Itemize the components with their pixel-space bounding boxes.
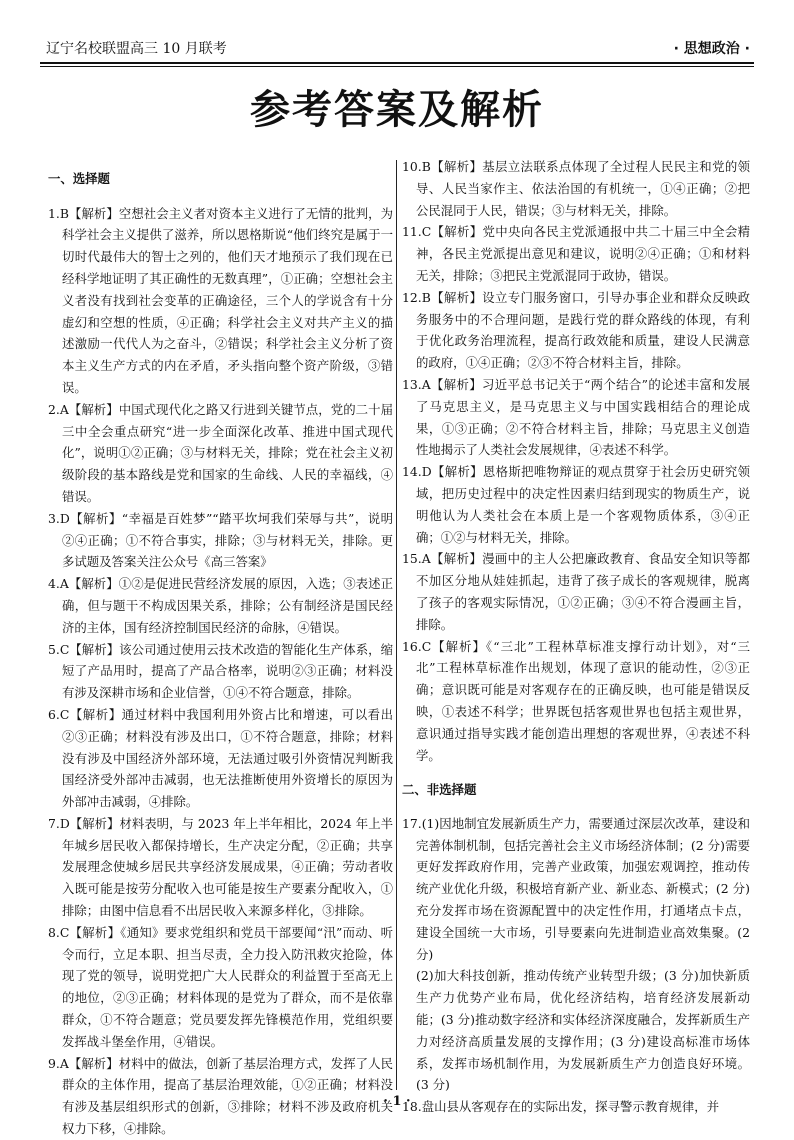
answer-item-18: 18.盘山县从客观存在的实际出发，探寻警示教育规律，并: [402, 1099, 720, 1115]
answer-item-4: 4.A【解析】①②是促进民营经济发展的原因，入选；③表述正确，但与题干不构成因果关系，排除；公有制经济是国民经济的主体，国有经济控制国民经济的命脉，④错误。: [48, 576, 393, 635]
answer-item-12: 12.B【解析】设立专门服务窗口，引导办事企业和群众反映政务服务中的不合理问题，是践行党的群众路线的体现，有利于优化政务治理流程，提高行政效能和质量，建设人民满意的政府，①④正确；②③不符合材料主旨，排除。: [402, 289, 750, 371]
answer-item-11: 11.C【解析】党中央向各民主党派通报中共二十届三中全会精神，各民主党派提出意见和建议，说明②④正确；①和材料无关，排除；③把民主党派混同于政协，错误。: [402, 224, 750, 283]
right-column: [402, 156, 750, 1118]
answer-item-15: 15.A【解析】漫画中的主人公把廉政教育、食品安全知识等都不加区分地从娃娃抓起，违背了孩子成长的客观规律，脱离了孩子的客观实际情况，①②正确；③④不符合漫画主旨，排除。: [402, 551, 750, 632]
answer-item-6: 6.C【解析】通过材料中我国利用外资占比和增速，可以看出②③正确；材料没有涉及出口，①不符合题意，排除；材料没有涉及中国经济外部环境，无法通过吸引外资情况判断我国经济受外部冲击减弱，也无法推断使用外资增长的原因为外部冲击减弱，④排除。: [48, 706, 393, 810]
answer-item-1: 1.B【解析】空想社会主义者对资本主义进行了无情的批判，为科学社会主义提供了滋养，所以恩格斯说“他们终究是属于一切时代最伟大的智士之列的，他们天才地预示了我们现在已经科学地证明了其正确性的无数真理”，①正确；空想社会主义者没有找到社会变革的正确途径，三个人的学说含有十分虚幻和空想的性质，④正确；科学社会主义对共产主义的描述激励一代代人为之奋斗，②错误；科学社会主义分析了资本主义生产方式的内在矛盾，矛头指向整个资产阶级，③错误。: [48, 205, 393, 395]
answer-item-2: 2.A【解析】中国式现代化之路又行进到关键节点，党的二十届三中全会重点研究“进一步全面深化改革、推进中国式现代化”，说明①②正确；③与材料无关，排除；党在社会主义初级阶段的基本路线是党和国家的生命线、人民的幸福线，④错误。: [48, 401, 393, 504]
answer-item-13: 13.A【解析】习近平总书记关于“两个结合”的论述丰富和发展了马克思主义，是马克思主义与中国实践相结合的理论成果，①③正确；②不符合材料主旨，排除；马克思主义创造性地揭示了人类社会发展规律，④表述不科学。: [402, 376, 750, 458]
page-number: · 1 ·: [383, 1094, 411, 1109]
answer-item-17-part2: (2)加大科技创新，推动传统产业转型升级；(3 分)加快新质生产力优势产业布局，优化经济结构，培育经济发展新动能；(3 分)推动数字经济和实体经济深度融合，发挥新质生产力对经济高质量发展的支撑作用；(3 分)建设高标准市场体系，发挥市场机制作用，为发展新质生产力创造良好环境。(3 分): [416, 968, 750, 1093]
exam-name: 辽宁名校联盟高三 10 月联考: [46, 41, 227, 57]
page-title: 参考答案及解析: [250, 87, 544, 133]
answer-item-7: 7.D【解析】材料表明，与 2023 年上半年相比，2024 年上半年城乡居民收入都保持增长，生产决定分配，②正确；共享发展理念使城乡居民共享经济发展成果，④正确；劳动者收入既可能是按劳分配收入也可能是按生产要素分配收入，①排除；由图中信息看不出居民收入来源多样化，③排除。: [48, 815, 393, 919]
answer-item-17-part1: 17.(1)因地制宜发展新质生产力，需要通过深层次改革，建设和完善体制机制，包括完善社会主义市场经济体制；(2 分)需要更好发挥政府作用，完善产业政策，加强宏观调控，推动传统产业优化升级，积极培育新产业、新业态、新模式；(2 分)充分发挥市场在资源配置中的决定性作用，打通堵点卡点，建设全国统一大市场，引导要素向先进制造业高效集聚。(2 分): [402, 815, 750, 962]
header-rule-thin: [40, 66, 754, 67]
column-divider: [396, 160, 397, 1090]
answer-item-8: 8.C【解析】《通知》要求党组织和党员干部要闻“汛”而动、听令而行，立足本职、担当尽责，全力投入防汛救灾抢险，体现了党的领导，说明党把广大人民群众的利益置于至高无上的地位，②③正确；材料体现的是党为了群众，而不是依靠群众，①不符合题意；党员要发挥先锋模范作用，党组织要发挥战斗堡垒作用，④错误。: [48, 924, 393, 1049]
page-header: [40, 38, 754, 60]
answer-item-5: 5.C【解析】该公司通过使用云技术改造的智能化生产体系，缩短了产品用时，提高了产品合格率，说明②③正确；材料没有涉及深耕市场和企业信誉，①④不符合题意，排除。: [48, 641, 393, 701]
answer-item-10: 10.B【解析】基层立法联系点体现了全过程人民民主和党的领导、人民当家作主、依法治国的有机统一，①④正确；②把公民混同于人民，错误；③与材料无关，排除。: [402, 159, 750, 218]
section-heading-nonchoice: 二、非选择题: [402, 781, 477, 797]
answer-item-3: 3.D【解析】“幸福是百姓梦”“踏平坎坷我们荣辱与共”，说明②④正确；①不符合事实，排除；③与材料无关，排除。更多试题及答案关注公众号《高三答案》: [48, 510, 393, 570]
answer-item-9: 9.A【解析】材料中的做法，创新了基层治理方式，发挥了人民群众的主体作用，提高了基层治理效能，①②正确；材料没有涉及基层组织形式的创新，③排除；材料不涉及政府机关权力下移，④排除。: [48, 1055, 393, 1137]
subject-name: · 思想政治 ·: [673, 41, 750, 57]
answer-item-14: 14.D【解析】恩格斯把唯物辩证的观点贯穿于社会历史研究领域，把历史过程中的决定性因素归结到现实的物质生产，说明他认为人类社会在本质上是一个客观物质体系，③④正确；①②与材料无关，排除。: [402, 464, 750, 545]
answer-item-16: 16.C【解析】《“三北”工程林草标准支撑行动计划》，对“三北”工程林草标准作出规划，体现了意识的能动性，②③正确；意识既可能是对客观存在的正确反映，也可能是错误反映，①表述不科学；世界既包括客观世界也包括主观世界，意识通过指导实践才能创造出理想的客观世界，④表述不科学。: [402, 638, 750, 763]
section-heading-choice: 一、选择题: [48, 171, 110, 187]
header-rule: [40, 62, 754, 64]
left-column: [48, 156, 393, 1140]
